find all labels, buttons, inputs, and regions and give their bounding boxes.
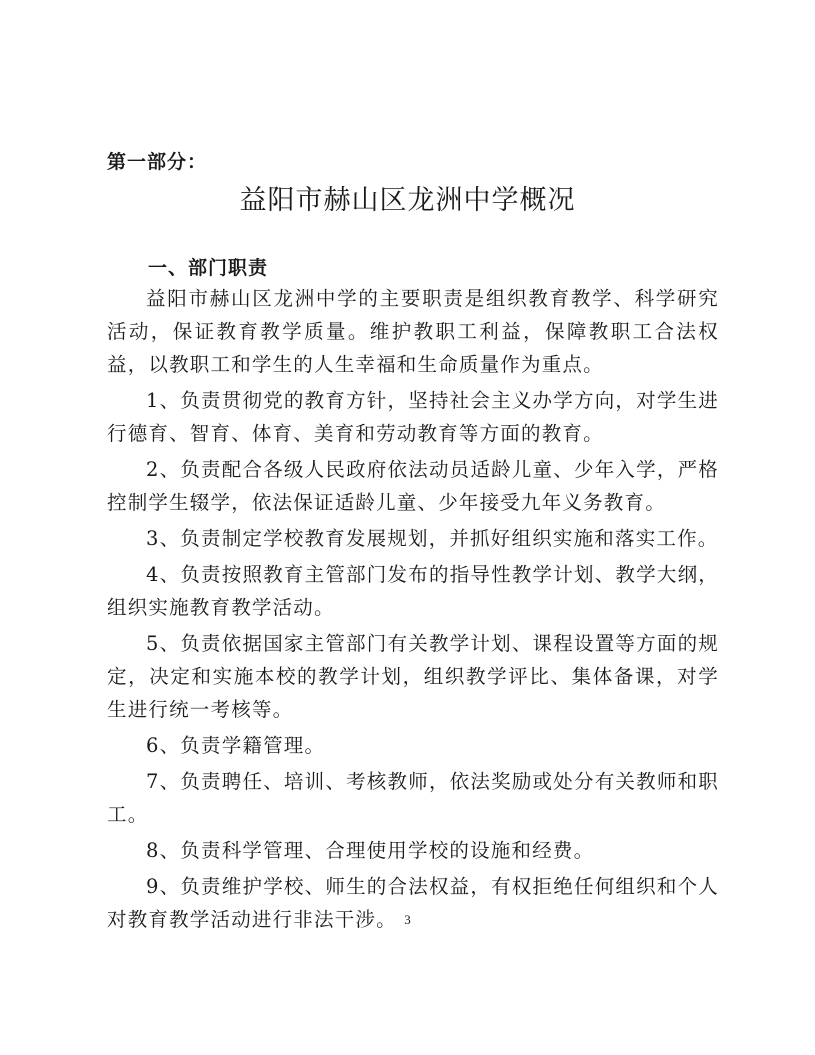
- duty-item-2: 2、负责配合各级人民政府依法动员适龄儿童、少年入学，严格控制学生辍学，依法保证适龄儿童、少年接受九年义务教育。: [107, 458, 719, 514]
- duty-item-6: 6、负责学籍管理。: [146, 734, 326, 757]
- duty-item-9: 9、负责维护学校、师生的合法权益，有权拒绝任何组织和个人对教育教学活动进行非法干涉。: [107, 875, 719, 931]
- page-title: 益阳市赫山区龙洲中学概况: [239, 185, 576, 216]
- duty-item-4: 4、负责按照教育主管部门发布的指导性教学计划、教学大纲，组织实施教育教学活动。: [107, 563, 719, 619]
- part-label: 第一部分：: [107, 151, 208, 173]
- duty-item-7: 7、负责聘任、培训、考核教师，依法奖励或处分有关教师和职工。: [107, 770, 719, 826]
- duty-item-8: 8、负责科学管理、合理使用学校的设施和经费。: [146, 839, 595, 862]
- intro-paragraph: 益阳市赫山区龙洲中学的主要职责是组织教育教学、科学研究活动，保证教育教学质量。维护教职工利益，保障教职工合法权益，以教职工和学生的人生幸福和生命质量作为重点。: [107, 287, 719, 376]
- page-number: 3: [404, 912, 411, 927]
- duty-item-1: 1、负责贯彻党的教育方针，坚持社会主义办学方向，对学生进行德育、智育、体育、美育和劳动教育等方面的教育。: [107, 389, 719, 445]
- section-heading: 一、部门职责: [148, 257, 269, 279]
- body-text: [107, 282, 719, 939]
- duty-item-3: 3、负责制定学校教育发展规划，并抓好组织实施和落实工作。: [146, 527, 719, 550]
- duty-item-5: 5、负责依据国家主管部门有关教学计划、课程设置等方面的规定，决定和实施本校的教学计划，组织教学评比、集体备课，对学生进行统一考核等。: [107, 632, 719, 721]
